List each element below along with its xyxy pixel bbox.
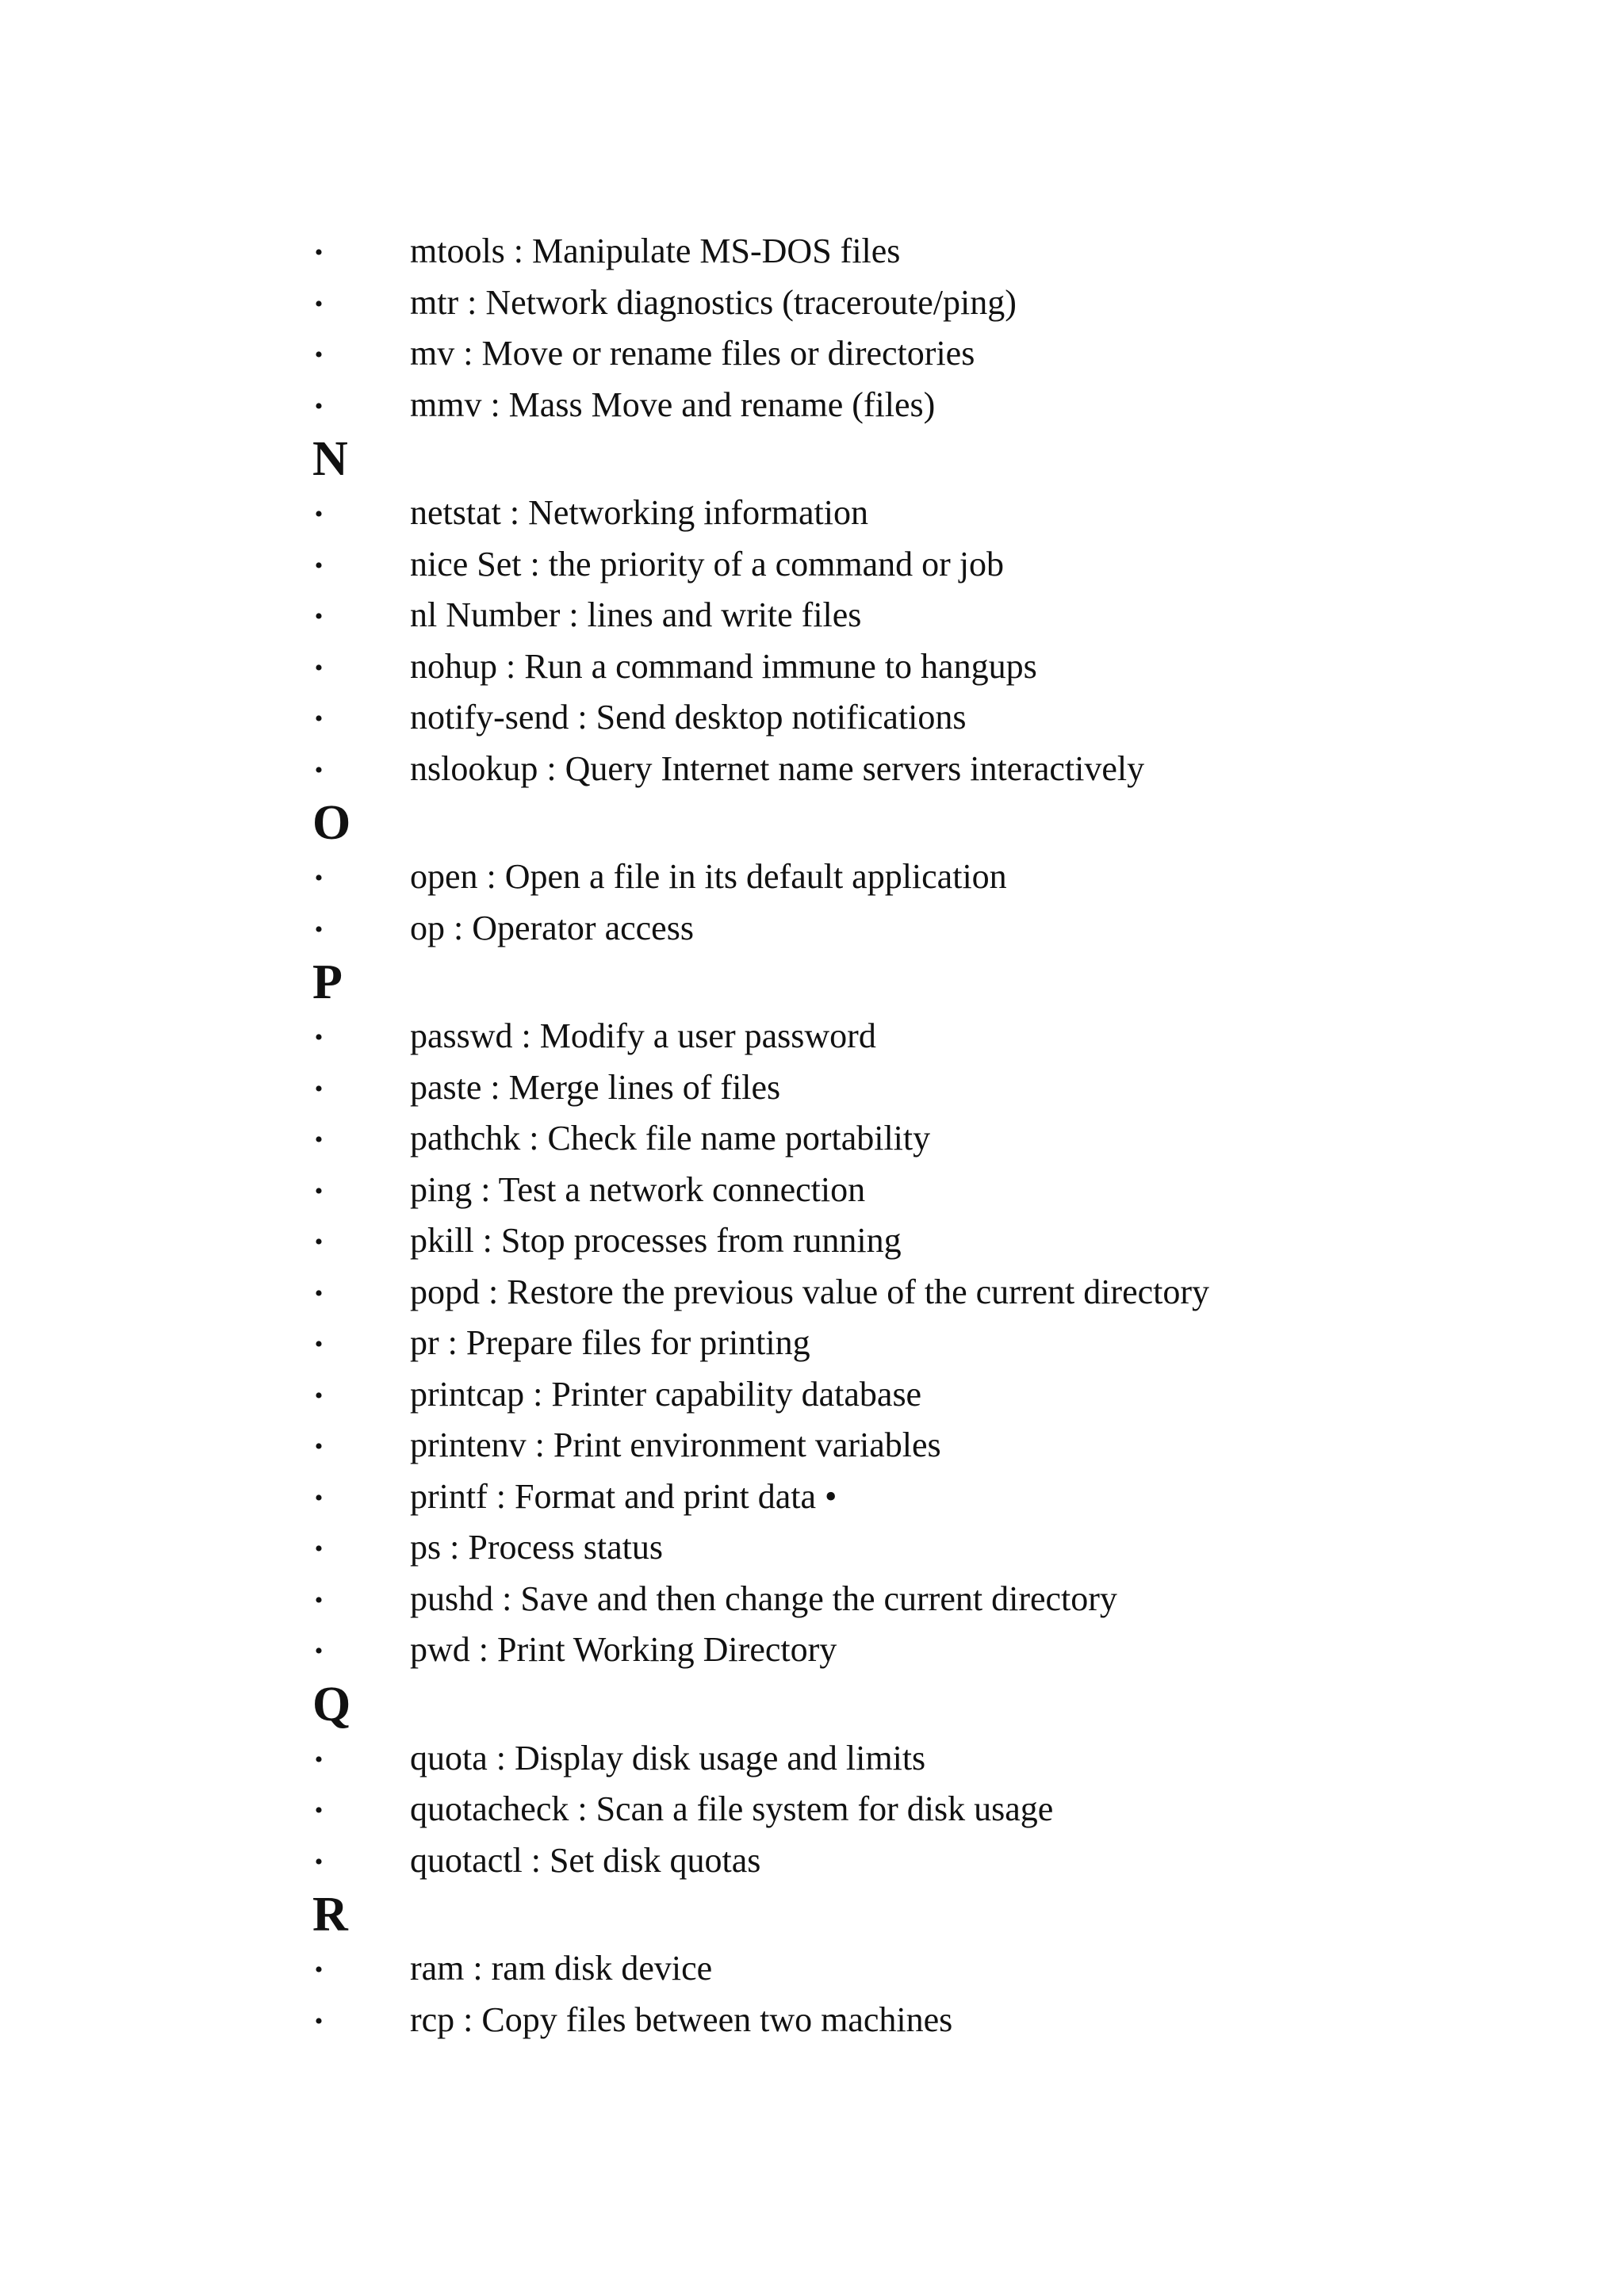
list-item <box>311 903 1548 955</box>
list-item <box>311 1522 1548 1574</box>
list-item <box>311 1113 1548 1165</box>
bullet-icon: • <box>314 1280 324 1307</box>
section-letter-heading: O <box>312 796 351 850</box>
command-description: notify-send : Send desktop notifications <box>410 698 967 737</box>
command-description: printcap : Printer capability database <box>410 1374 922 1414</box>
command-description: open : Open a file in its default application <box>410 857 1007 896</box>
command-description: netstat : Networking information <box>410 493 868 532</box>
list-item <box>311 590 1548 641</box>
list-item <box>311 380 1548 431</box>
command-description: ram : ram disk device <box>410 1949 713 1988</box>
bullet-icon: • <box>314 865 324 891</box>
list-item <box>311 744 1548 795</box>
command-description: nslookup : Query Internet name servers interactively <box>410 748 1145 788</box>
bullet-icon: • <box>314 1797 324 1823</box>
command-description: rcp : Copy files between two machines <box>410 1999 953 2039</box>
bullet-icon: • <box>314 916 324 943</box>
list-item <box>311 1784 1548 1835</box>
command-description: mmv : Mass Move and rename (files) <box>410 385 936 424</box>
bullet-icon: • <box>314 1229 324 1255</box>
list-item <box>311 277 1548 329</box>
list-item <box>311 1369 1548 1421</box>
list-item <box>311 1011 1548 1062</box>
bullet-icon: • <box>314 654 324 681</box>
command-description: nohup : Run a command immune to hangups <box>410 646 1037 686</box>
list-item <box>311 328 1548 380</box>
section-letter-heading: N <box>312 432 348 486</box>
bullet-icon: • <box>314 1848 324 1875</box>
bullet-icon: • <box>314 501 324 527</box>
command-description: quota : Display disk usage and limits <box>410 1738 926 1777</box>
bullet-icon: • <box>314 1957 324 1983</box>
bullet-icon: • <box>314 1382 324 1409</box>
section-letter-heading: R <box>312 1888 348 1942</box>
command-description: op : Operator access <box>410 908 694 947</box>
command-description: pwd : Print Working Directory <box>410 1630 837 1669</box>
command-list <box>311 226 1548 2045</box>
command-description: pathchk : Check file name portability <box>410 1119 931 1158</box>
bullet-icon: • <box>314 342 324 368</box>
command-description: pushd : Save and then change the current directory <box>410 1578 1117 1618</box>
list-item <box>311 488 1548 539</box>
command-description: printf : Format and print data • <box>410 1476 837 1516</box>
bullet-icon: • <box>314 1331 324 1357</box>
command-description: nl Number : lines and write files <box>410 595 862 634</box>
list-item <box>311 539 1548 591</box>
bullet-icon: • <box>314 706 324 732</box>
command-description: printenv : Print environment variables <box>410 1425 941 1464</box>
bullet-icon: • <box>314 1177 324 1204</box>
command-description: mv : Move or rename files or directories <box>410 334 975 373</box>
list-item <box>311 1624 1548 1676</box>
bullet-icon: • <box>314 1075 324 1102</box>
list-item <box>311 226 1548 277</box>
list-item <box>311 692 1548 744</box>
bullet-icon: • <box>314 392 324 419</box>
command-description: nice Set : the priority of a command or job <box>410 544 1005 584</box>
list-item <box>311 1574 1548 1625</box>
list-item <box>311 1471 1548 1523</box>
list-item <box>311 1733 1548 1785</box>
list-item <box>311 1943 1548 1995</box>
list-item <box>311 1995 1548 2046</box>
command-description: ps : Process status <box>410 1528 663 1567</box>
list-item <box>311 641 1548 693</box>
list-item <box>311 851 1548 903</box>
command-description: paste : Merge lines of files <box>410 1067 781 1107</box>
command-description: quotactl : Set disk quotas <box>410 1840 761 1880</box>
bullet-icon: • <box>314 1638 324 1664</box>
command-description: pkill : Stop processes from running <box>410 1221 902 1260</box>
bullet-icon: • <box>314 2007 324 2034</box>
command-description: quotacheck : Scan a file system for disk usage <box>410 1789 1054 1828</box>
command-description: mtr : Network diagnostics (traceroute/ping) <box>410 282 1017 322</box>
command-description: popd : Restore the previous value of the current directory <box>410 1272 1210 1311</box>
bullet-icon: • <box>314 1127 324 1153</box>
command-description: ping : Test a network connection <box>410 1169 866 1209</box>
bullet-icon: • <box>314 1484 324 1511</box>
list-item <box>311 1318 1548 1369</box>
bullet-icon: • <box>314 239 324 266</box>
command-description: pr : Prepare files for printing <box>410 1323 810 1362</box>
list-item <box>311 1215 1548 1267</box>
bullet-icon: • <box>314 1433 324 1460</box>
bullet-icon: • <box>314 290 324 317</box>
bullet-icon: • <box>314 1024 324 1050</box>
bullet-icon: • <box>314 1586 324 1613</box>
bullet-icon: • <box>314 552 324 579</box>
bullet-icon: • <box>314 603 324 629</box>
bullet-icon: • <box>314 756 324 783</box>
bullet-icon: • <box>314 1746 324 1773</box>
list-item <box>311 1062 1548 1114</box>
section-letter-heading: P <box>312 955 343 1009</box>
command-description: passwd : Modify a user password <box>410 1016 876 1055</box>
bullet-icon: • <box>314 1536 324 1562</box>
command-description: mtools : Manipulate MS-DOS files <box>410 232 901 270</box>
list-item <box>311 1165 1548 1216</box>
list-item <box>311 1420 1548 1471</box>
list-item <box>311 1267 1548 1318</box>
section-letter-heading: Q <box>312 1677 351 1732</box>
list-item <box>311 1835 1548 1887</box>
